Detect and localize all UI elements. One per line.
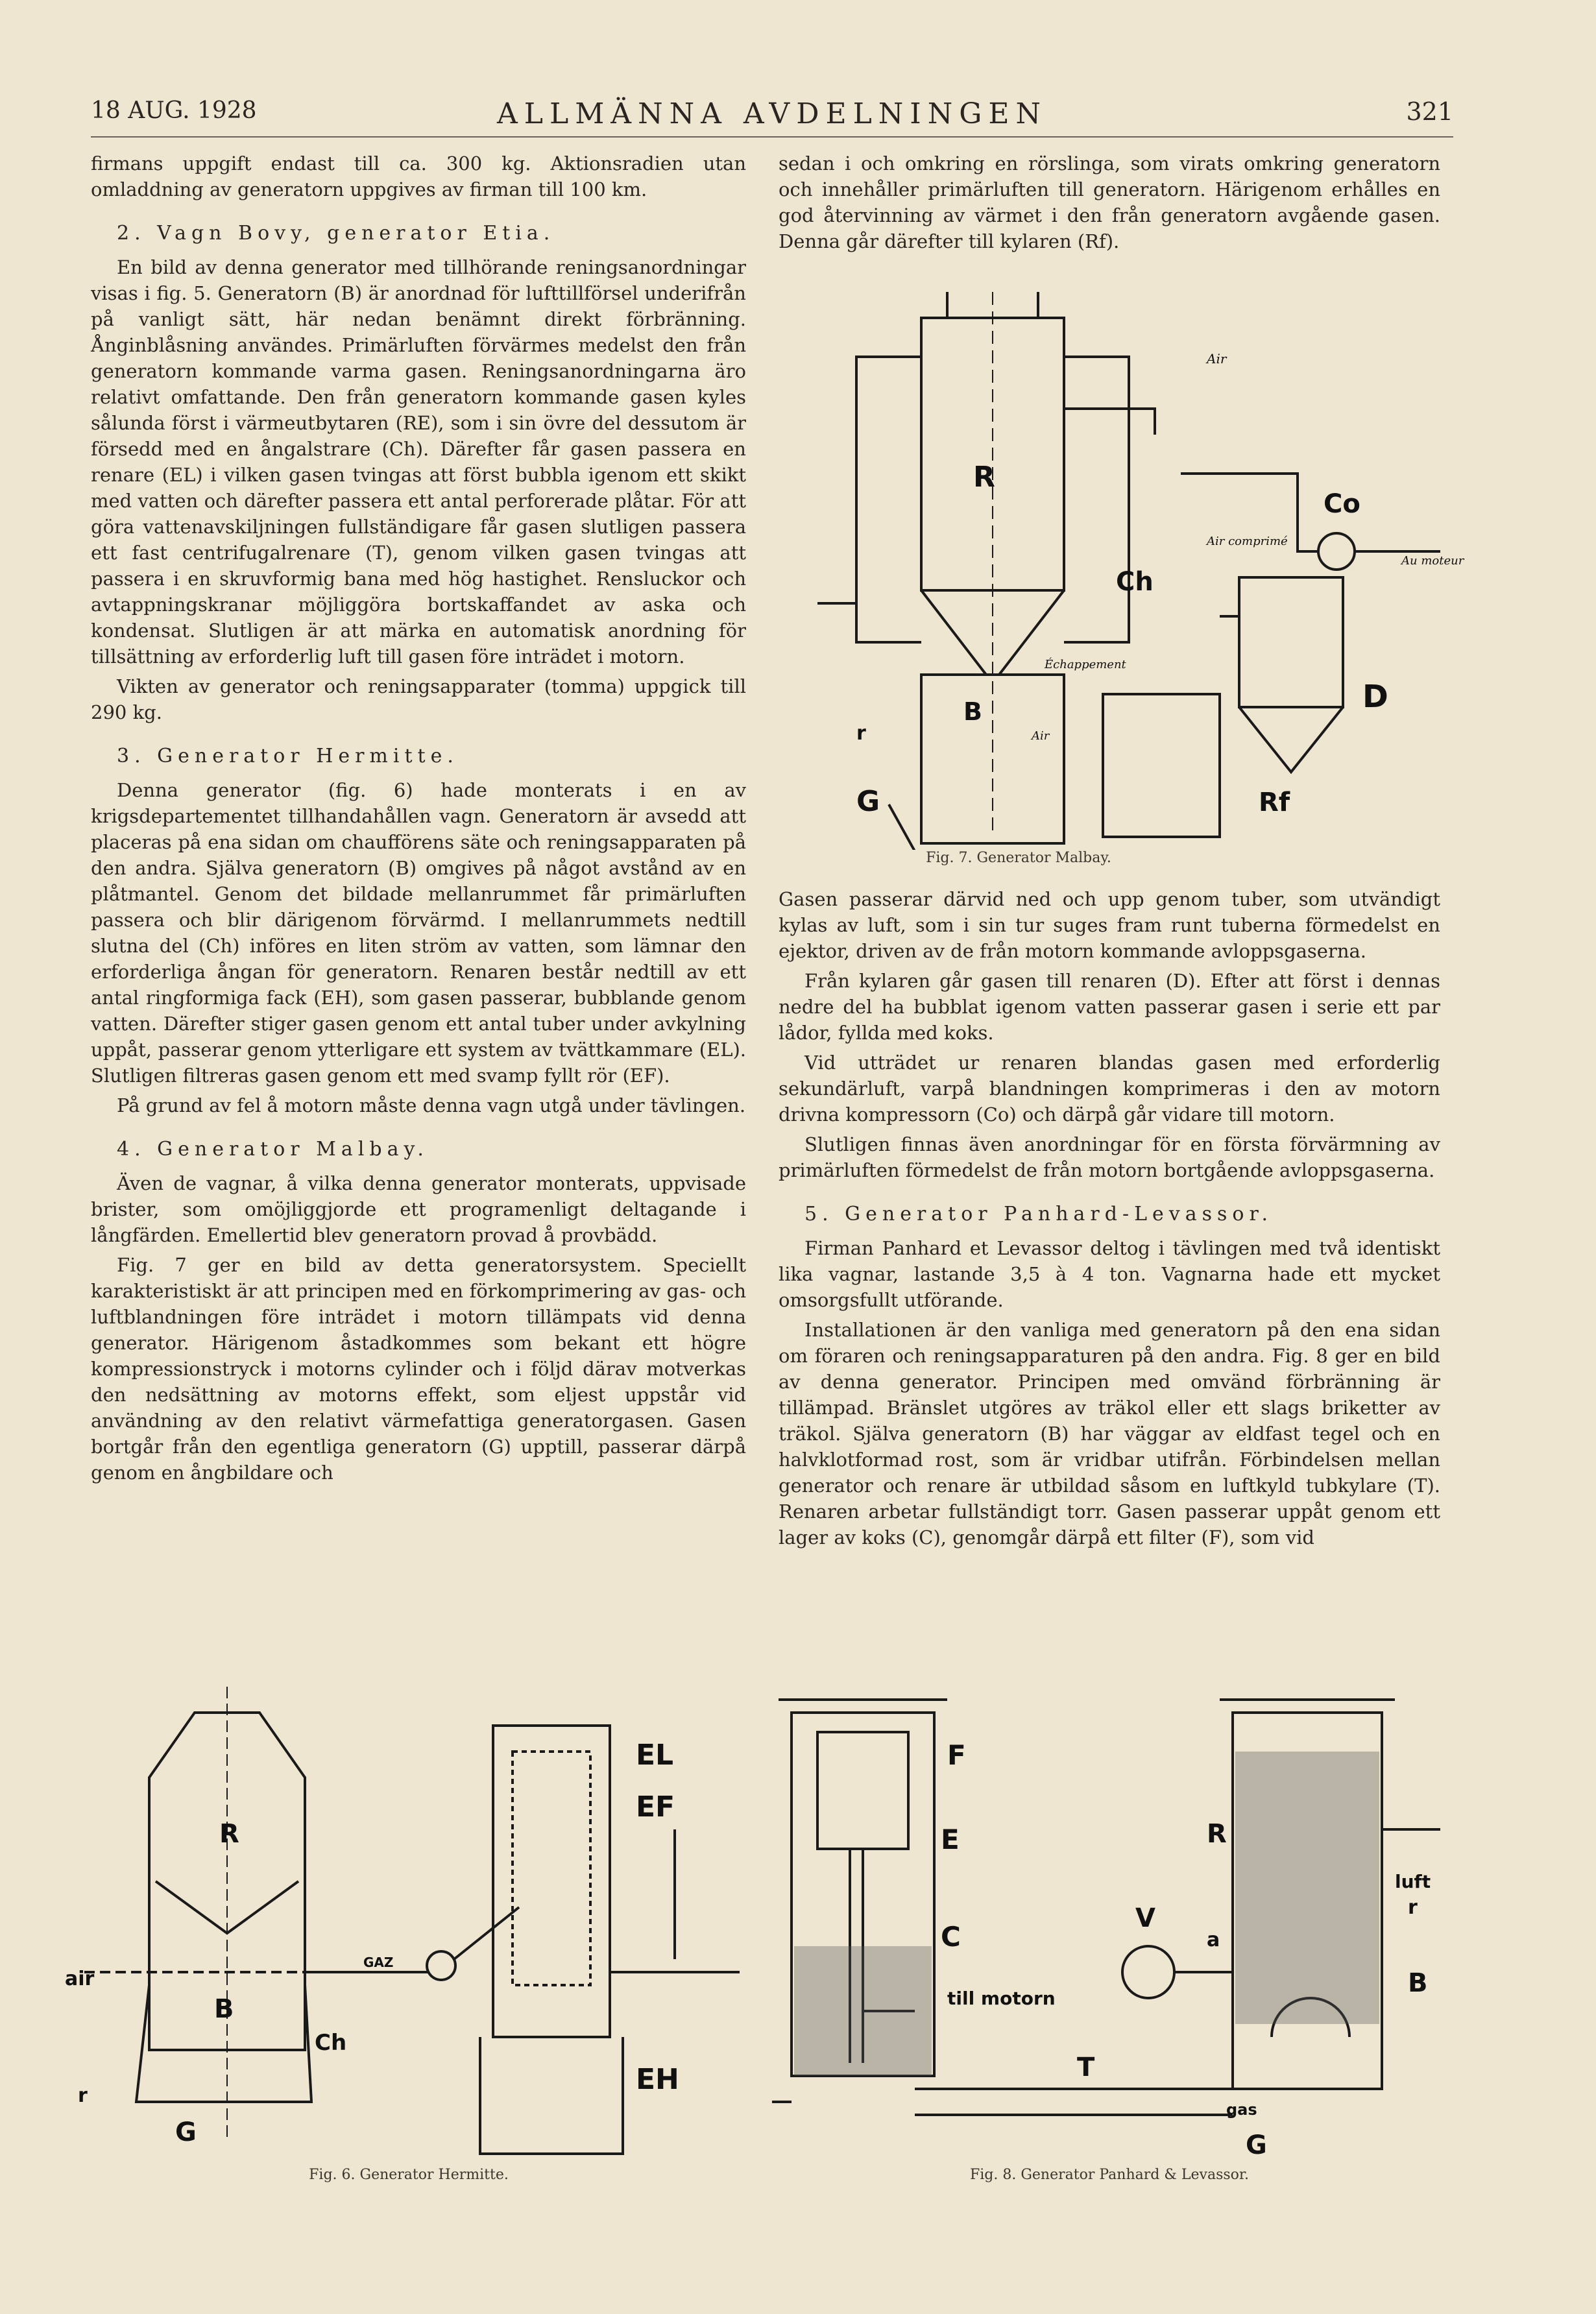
fig7-label-Ch: Ch xyxy=(1116,567,1154,597)
fig8-label-r: r xyxy=(1408,1896,1418,1919)
section-title: ALLMÄNNA AVDELNINGEN xyxy=(497,97,1047,130)
section-heading-hermitte: 3. Generator Hermitte. xyxy=(117,745,459,767)
paragraph: Slutligen finnas även anordningar för en första förvärmning av primärluften förmedelst de från motorn bortgående avloppsgaserna. xyxy=(779,1133,1440,1181)
figure-7 xyxy=(792,279,1505,866)
right-column-top xyxy=(779,151,1440,258)
fig7-label-r: r xyxy=(856,722,866,745)
fig6-label-air: air xyxy=(65,1968,95,1990)
paragraph: Även de vagnar, å vilka denna generator monterats, uppvisade brister, som omöjliggjorde ett programenligt deltagande i långfärden. Emellertid blev generatorn provad å provbädd. xyxy=(91,1172,746,1246)
fig6-label-EH: EH xyxy=(636,2063,679,2096)
fig8-label-C: C xyxy=(941,1921,961,1953)
section-heading-bovy: 2. Vagn Bovy, generator Etia. xyxy=(117,222,555,245)
paragraph: sedan i och omkring en rörslinga, som virats omkring generatorn och innehåller primärluften till generatorn. Härigenom erhålles en god återvinning av värmet i den från generatorn avgående gasen. Denna går därefter till kylaren (Rf). xyxy=(779,152,1440,252)
fig7-label-echappement: Échappement xyxy=(1045,658,1126,671)
fig7-label-R: R xyxy=(973,461,995,494)
fig6-label-R: R xyxy=(219,1819,239,1849)
issue-date: 18 AUG. 1928 xyxy=(91,97,257,124)
fig8-label-G: G xyxy=(1246,2130,1267,2160)
fig8-label-E: E xyxy=(941,1824,960,1855)
fig6-label-Ch: Ch xyxy=(315,2030,347,2056)
fig7-label-au-moteur: Au moteur xyxy=(1401,554,1464,568)
left-column xyxy=(91,151,746,1489)
paragraph: firmans uppgift endast till ca. 300 kg. Aktionsradien utan omladdning av generatorn uppgives av firman till 100 km. xyxy=(91,152,746,200)
fig8-label-gas: gas xyxy=(1226,2101,1257,2119)
section-heading-malbay: 4. Generator Malbay. xyxy=(117,1138,429,1161)
fig7-label-D: D xyxy=(1362,679,1388,715)
page-number: 321 xyxy=(1406,97,1453,126)
paragraph: Från kylaren går gasen till renaren (D). Efter att först i dennas nedre del ha bubblat igenom vatten passerar gasen i serie ett par lådor, fyllda med koks. xyxy=(779,970,1440,1044)
fig6-drawing xyxy=(65,1687,753,2167)
fig6-label-r: r xyxy=(78,2084,88,2107)
right-column-body xyxy=(779,886,1440,1554)
paragraph: Firman Panhard et Levassor deltog i tävlingen med två identiskt lika vagnar, lastande 3,5 à 4 ton. Vagnarna hade ett mycket omsorgsfullt utförande. xyxy=(779,1237,1440,1311)
fig6-label-EF: EF xyxy=(636,1790,675,1824)
figure-6 xyxy=(65,1687,753,2296)
fig6-caption: Fig. 6. Generator Hermitte. xyxy=(309,2167,509,2183)
paragraph: Gasen passerar därvid ned och upp genom tuber, som utvändigt kylas av luft, som i sin tur suges fram runt tuberna förmedelst en ejektor, driven av de från motorn kommande avloppsgaserna. xyxy=(779,888,1440,962)
fig8-coke-fill xyxy=(794,1752,1379,2076)
fig8-label-V: V xyxy=(1135,1903,1155,1933)
header-rule xyxy=(91,136,1453,138)
fig6-label-B: B xyxy=(214,1994,234,2024)
fig6-label-G: G xyxy=(175,2117,197,2147)
fig8-label-B: B xyxy=(1408,1968,1428,1998)
paragraph: Fig. 7 ger en bild av detta generatorsystem. Speciellt karakteristiskt är att principen med en förkomprimering av gas- och luftblandningen före inträdet i motorn tillämpats vid denna generator. Härigenom åstadkommes som bekant ett högre kompressionstryck i motorns cylinder och i följd därav motverkas den nedsättning av motorns effekt, som eljest uppstår vid användning av den relativt värmefattiga generatorgasen. Gasen bortgår från den egentliga generatorn (G) upptill, passerar därpå genom en ångbildare och xyxy=(91,1254,746,1484)
fig7-label-Co: Co xyxy=(1324,489,1360,519)
paragraph: Vikten av generator och reningsapparater (tomma) uppgick till 290 kg. xyxy=(91,675,746,723)
paragraph: Denna generator (fig. 6) hade monterats i en av krigsdepartementet tillhandahållen vagn. Generatorn är avsedd att placeras på ena sidan om chaufförens säte och reningsapparaten på den andra. Själva generatorn (B) omgives på något avstånd av en plåtmantel. Genom det bildade mellanrummet får primärluften passera och blir därigenom förvärmd. I mellanrummets nedtill slutna del (Ch) införes en liten ström av vatten, som lämnar den erforderliga ångan för generatorn. Renaren består nedtill av ett antal ringformiga fack (EH), som gasen passerar, bubblande genom vatten. Därefter stiger gasen genom ett antal tuber under avkylning uppåt, passerar genom ytterligare ett system av tvättkammare (EL). Slutligen filtreras gasen genom ett med svamp fyllt rör (EF). xyxy=(91,779,746,1087)
fig8-label-a: a xyxy=(1207,1929,1220,1951)
figure-8 xyxy=(753,1674,1466,2296)
fig6-label-gaz: GAZ xyxy=(363,1955,394,1970)
paragraph: Installationen är den vanliga med generatorn på den ena sidan om föraren och reningsapparaturen på den andra. Fig. 8 ger en bild av denna generator. Principen med omvänd förbränning är tillämpad. Bränslet utgöres av träkol eller ett slags briketter av träkol. Själva generatorn (B) har väggar av eldfast tegel och en halvklotformad rost, som är vridbar utifrån. Förbindelsen mellan generator och renare är utbildad såsom en luftkyld tubkylare (T). Renaren arbetar fullständigt torr. Gasen passerar uppåt genom ett lager av koks (C), genomgår därpå ett filter (F), som vid xyxy=(779,1319,1440,1549)
fig7-caption: Fig. 7. Generator Malbay. xyxy=(926,850,1111,866)
fig7-label-Rf: Rf xyxy=(1259,788,1290,817)
fig8-label-F: F xyxy=(947,1739,966,1771)
paragraph: Vid utträdet ur renaren blandas gasen med erforderlig sekundärluft, varpå blandningen komprimeras i den av motorn drivna kompressorn (Co) och därpå går vidare till motorn. xyxy=(779,1052,1440,1126)
section-heading-panhard: 5. Generator Panhard-Levassor. xyxy=(804,1203,1274,1225)
running-head xyxy=(91,97,1453,136)
fig7-label-air-comprime: Air comprimé xyxy=(1207,535,1288,548)
fig7-label-G: G xyxy=(856,785,880,818)
fig7-drawing xyxy=(792,279,1505,850)
fig8-label-T: T xyxy=(1077,2053,1095,2082)
paragraph: En bild av denna generator med tillhörande reningsanordningar visas i fig. 5. Generatorn (B) är anordnad för lufttillförsel underifrån på vanligt sätt, här nedan benämnt direkt förbränning. Ånginblåsning användes. Primärluften förvärmes medelst den från generatorn kommande varma gasen. Reningsanordningarna äro relativt omfattande. Den från generatorn kommande gasen kyles sålunda först i värmeutbytaren (RE), som i sin övre del dessutom är försedd med en ångalstrare (Ch). Därefter får gasen passera en renare (EL) i vilken gasen tvingas att först bubbla igenom ett skikt med vatten och därefter passera ett antal perforerade plåtar. För att göra vattenavskiljningen fullständigare får gasen slutligen passera ett fast centrifugalrenare (T), genom vilken gasen tvingas att passera i en skruvformig bana med hög hastighet. Rensluckor och avtappningskranar möjliggöra bortskaffandet av aska och kondensat. Slutligen är att märka en automatisk anordning för tillsättning av erforderlig luft till gasen före inträdet i motorn. xyxy=(91,256,746,668)
paragraph: På grund av fel å motorn måste denna vagn utgå under tävlingen. xyxy=(117,1094,746,1116)
fig8-label-till-motorn: till motorn xyxy=(947,1988,1056,2009)
fig7-label-air-vertical: Air xyxy=(1032,729,1050,743)
fig7-label-B: B xyxy=(963,697,982,726)
fig8-label-luft: luft xyxy=(1395,1871,1431,1892)
fig7-label-air: Air xyxy=(1207,351,1227,367)
fig6-label-EL: EL xyxy=(636,1739,674,1772)
fig8-caption: Fig. 8. Generator Panhard & Levassor. xyxy=(969,2167,1249,2183)
fig8-drawing xyxy=(753,1674,1466,2167)
fig8-label-R: R xyxy=(1207,1819,1227,1849)
